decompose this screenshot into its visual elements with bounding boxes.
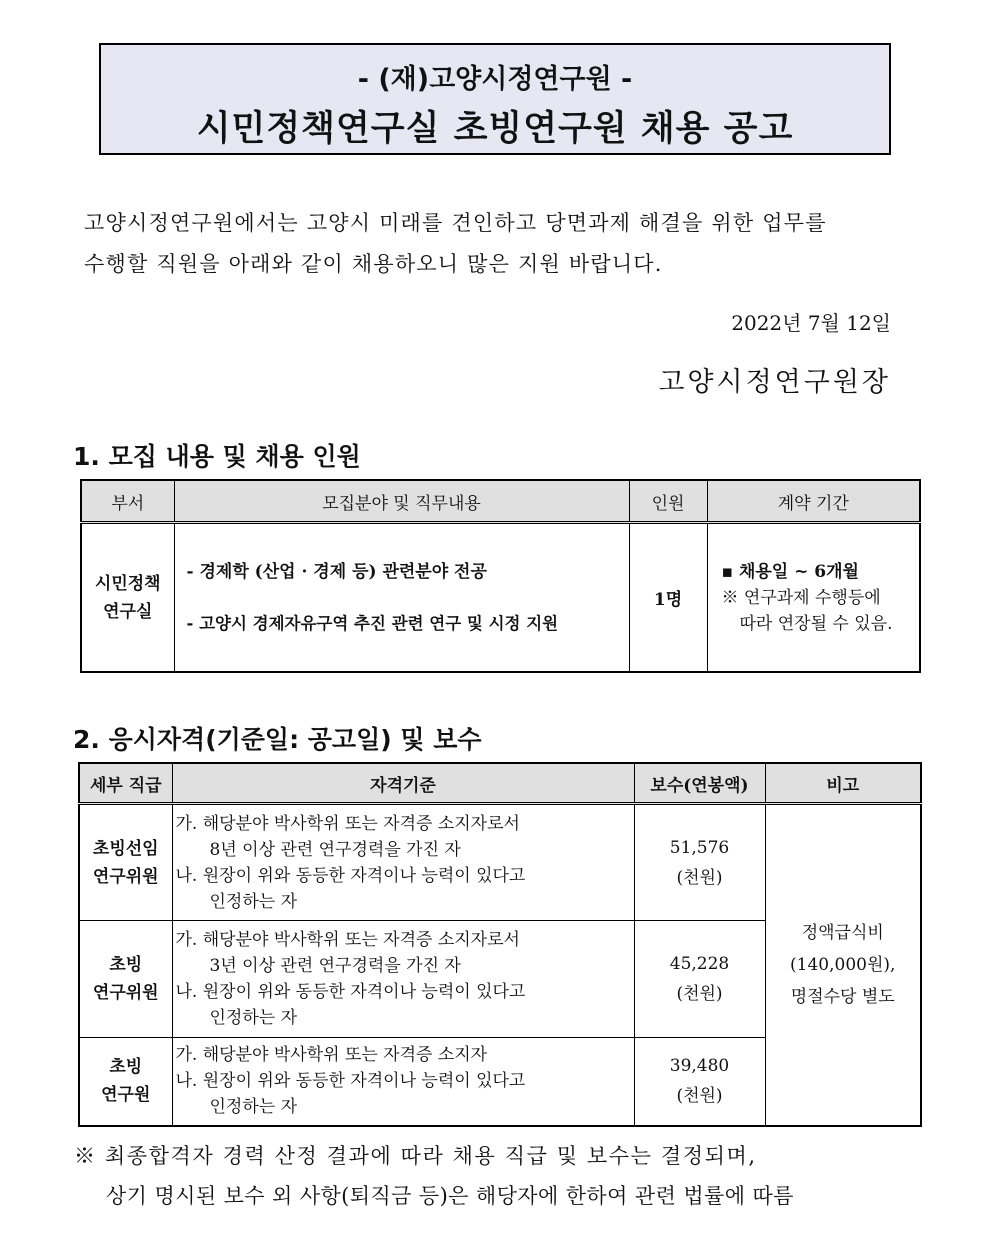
col-header: 세부 직급 (79, 763, 172, 804)
grade-line: 연구위원 (92, 866, 159, 887)
intro-line: 고양시정연구원에서는 고양시 미래를 견인하고 당면과제 해결을 위한 업무를 (84, 211, 827, 235)
remark-line: 정액급식비 (801, 922, 884, 943)
announcement-date: 2022년 7월 12일 (731, 311, 891, 335)
grade-line: 초빙 (109, 1057, 143, 1078)
duty-line: - 고양시 경제자유구역 추진 관련 연구 및 시정 지원 (186, 613, 559, 633)
qual-line: 가. 해당분야 박사학위 또는 자격증 소지자로서 (175, 813, 520, 834)
footnote-line: 상기 명시된 보수 외 사항(퇴직금 등)은 해당자에 한하여 관련 법률에 따름 (106, 1184, 794, 1208)
pay-unit: (천원) (676, 1086, 723, 1107)
qual-cell (172, 804, 634, 921)
qual-line: 나. 원장이 위와 동등한 자격이나 능력이 있다고 (175, 982, 526, 1002)
dept-line: 시민정책 (94, 573, 161, 594)
qual-line: 8년 이상 관련 연구경력을 가진 자 (209, 839, 461, 860)
grade-line: 연구위원 (92, 983, 159, 1003)
qualification-table (78, 762, 922, 1127)
pay-value: 51,576 (669, 837, 730, 858)
qual-line: 3년 이상 관련 연구경력을 가진 자 (209, 956, 461, 976)
remark-line: 명절수당 별도 (790, 986, 895, 1007)
grade-line: 초빙 (109, 955, 143, 975)
col-header: 계약 기간 (707, 480, 920, 523)
qual-line: 나. 원장이 위와 동등한 자격이나 능력이 있다고 (175, 1071, 526, 1092)
dept-line: 연구실 (103, 601, 153, 622)
qual-line: 가. 해당분야 박사학위 또는 자격증 소지자로서 (175, 930, 520, 950)
qual-line: 인정하는 자 (209, 1097, 298, 1118)
col-header: 부서 (81, 480, 174, 523)
intro-line: 수행할 직원을 아래와 같이 채용하오니 많은 지원 바랍니다. (84, 252, 663, 276)
duties-cell (174, 523, 629, 673)
col-header: 모집분야 및 직무내용 (174, 480, 629, 523)
remark-cell (765, 804, 921, 1126)
col-header: 비고 (765, 763, 921, 804)
pay-value: 39,480 (669, 1056, 730, 1077)
dept-cell (81, 523, 174, 673)
pay-cell (634, 804, 765, 921)
period-line: ▪ 채용일 ~ 6개월 (721, 561, 859, 582)
footnote-line: ※ 최종합격자 경력 산정 결과에 따라 채용 직급 및 보수는 결정되며, (74, 1144, 757, 1168)
col-header: 인원 (629, 480, 707, 523)
qual-line: 가. 해당분야 박사학위 또는 자격증 소지자 (175, 1045, 488, 1066)
org-title: - (재)고양시정연구원 - (357, 64, 633, 95)
qual-line: 인정하는 자 (209, 1008, 298, 1028)
period-cell (707, 523, 920, 673)
section2-heading: 2. 응시자격(기준일: 공고일) 및 보수 (73, 725, 482, 754)
qual-line: 나. 원장이 위와 동등한 자격이나 능력이 있다고 (175, 865, 526, 886)
page-title: 시민정책연구실 초빙연구원 채용 공고 (196, 109, 794, 149)
table-row (81, 523, 920, 673)
col-header: 보수(연봉액) (634, 763, 765, 804)
col-header: 자격기준 (172, 763, 634, 804)
pay-unit: (천원) (676, 867, 723, 888)
intro-paragraph (84, 203, 920, 285)
qual-cell (172, 921, 634, 1038)
pay-cell (634, 921, 765, 1038)
grade-line: 연구원 (101, 1085, 151, 1106)
grade-line: 초빙선임 (92, 838, 159, 859)
duty-line: - 경제학 (산업 · 경제 등) 관련분야 전공 (186, 561, 487, 582)
qual-line: 인정하는 자 (209, 891, 298, 912)
period-line: ※ 연구과제 수행등에 (721, 587, 881, 608)
recruitment-table (80, 479, 921, 673)
grade-cell (79, 1038, 172, 1126)
qual-cell (172, 1038, 634, 1126)
grade-cell (79, 804, 172, 921)
pay-value: 45,228 (669, 954, 730, 974)
count-cell: 1명 (629, 523, 707, 673)
period-line: 따라 연장될 수 있음. (739, 613, 893, 634)
pay-cell (634, 1038, 765, 1126)
section1-heading: 1. 모집 내용 및 채용 인원 (73, 442, 361, 471)
remark-line: (140,000원), (790, 954, 896, 975)
grade-cell (79, 921, 172, 1038)
title-box (99, 43, 891, 155)
table-row (79, 804, 921, 921)
pay-unit: (천원) (676, 984, 723, 1004)
signer: 고양시정연구원장 (658, 367, 891, 398)
